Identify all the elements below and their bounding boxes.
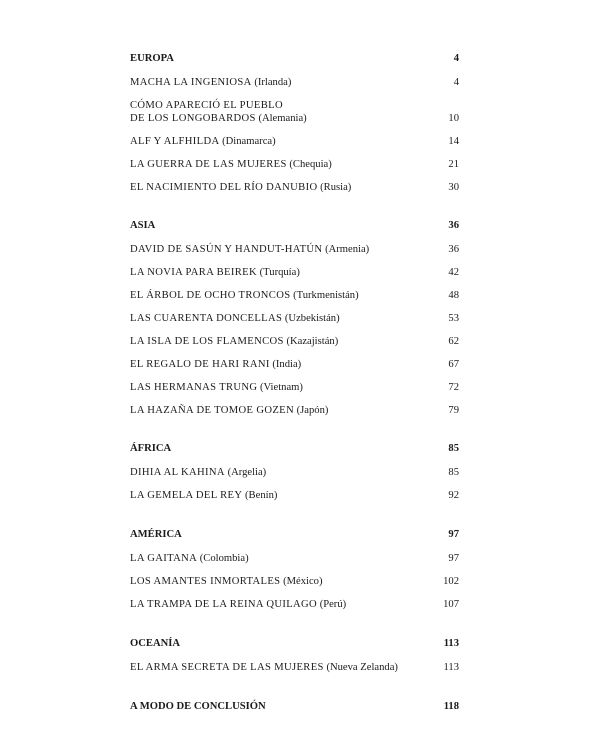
section-heading-europa — [130, 52, 460, 76]
section-title: OCEANÍA — [130, 638, 181, 649]
entry-country: (Colombia) — [199, 553, 249, 564]
toc-entry — [130, 466, 460, 489]
entry-country: (Irlanda) — [254, 77, 292, 88]
entry-country: (Uzbekistán) — [284, 313, 340, 324]
toc-entry — [130, 489, 460, 512]
entry-page-number: 67 — [448, 359, 459, 370]
section-spacer — [130, 512, 460, 528]
entry-country: (Japón) — [296, 405, 329, 416]
section-title: ASIA — [130, 220, 156, 231]
section-title: EUROPA — [130, 53, 174, 64]
section-spacer — [130, 684, 460, 700]
entry-title: LA GEMELA DEL REY — [130, 490, 243, 501]
toc-entry — [130, 76, 460, 99]
toc-entry — [130, 575, 460, 598]
toc-entry — [130, 335, 460, 358]
toc-entry — [130, 158, 460, 181]
section-heading-asia — [130, 219, 460, 243]
table-of-contents — [130, 52, 460, 724]
entry-title: DE LOS LONGOBARDOS — [130, 113, 256, 124]
entry-page-number: 107 — [443, 599, 459, 610]
entry-country: (Nueva Zelanda) — [326, 662, 398, 673]
entry-title: ALF Y ALFHILDA — [130, 136, 220, 147]
entry-country: (Alemania) — [258, 113, 307, 124]
section-title: A MODO DE CONCLUSIÓN — [130, 701, 266, 712]
entry-country: (Turkmenistán) — [293, 290, 359, 301]
entry-page-number: 48 — [448, 290, 459, 301]
entry-page-number: 72 — [448, 382, 459, 393]
entry-title: MACHA LA INGENIOSA — [130, 77, 252, 88]
entry-page-number: 102 — [443, 576, 459, 587]
section-heading-conclusion — [130, 700, 460, 724]
toc-entry — [130, 135, 460, 158]
entry-country: (Argelia) — [227, 467, 267, 478]
entry-title: EL ÁRBOL DE OCHO TRONCOS — [130, 290, 291, 301]
entry-page-number: 4 — [453, 77, 459, 88]
entry-page-number: 10 — [448, 113, 459, 124]
entry-title: EL ARMA SECRETA DE LAS MUJERES — [130, 662, 324, 673]
toc-entry — [130, 99, 460, 135]
section-title: ÁFRICA — [130, 443, 172, 454]
entry-country: (Benín) — [245, 490, 278, 501]
toc-entry — [130, 181, 460, 204]
toc-entry — [130, 552, 460, 575]
toc-entry — [130, 404, 460, 427]
entry-page-number: 14 — [448, 136, 459, 147]
entry-country: (Kazajistán) — [286, 336, 339, 347]
entry-country: (Dinamarca) — [222, 136, 276, 147]
entry-page-number: 42 — [448, 267, 459, 278]
entry-title: LA ISLA DE LOS FLAMENCOS — [130, 336, 284, 347]
entry-title: DAVID DE SASÚN Y HANDUT-HATÚN — [130, 244, 323, 255]
entry-page-number: 30 — [448, 182, 459, 193]
entry-page-number: 97 — [448, 553, 459, 564]
entry-title: LAS HERMANAS TRUNG — [130, 382, 258, 393]
section-heading-oceania — [130, 637, 460, 661]
toc-entry — [130, 312, 460, 335]
entry-page-number: 21 — [448, 159, 459, 170]
entry-page-number: 53 — [448, 313, 459, 324]
entry-country: (México) — [283, 576, 323, 587]
toc-entry — [130, 266, 460, 289]
entry-title-line1: CÓMO APARECIÓ EL PUEBLO — [130, 100, 283, 111]
toc-entry — [130, 661, 460, 684]
entry-country: (Turquía) — [259, 267, 300, 278]
entry-page-number: 113 — [443, 662, 459, 673]
section-title: AMÉRICA — [130, 529, 182, 540]
toc-entry — [130, 358, 460, 381]
entry-country: (Chequia) — [289, 159, 332, 170]
toc-entry — [130, 598, 460, 621]
toc-entry — [130, 243, 460, 266]
section-spacer — [130, 204, 460, 219]
entry-title: LA NOVIA PARA BEIREK — [130, 267, 257, 278]
section-page-number: 36 — [448, 220, 459, 231]
toc-entry — [130, 381, 460, 404]
entry-title: LA HAZAÑA DE TOMOE GOZEN — [130, 405, 294, 416]
section-page-number: 118 — [443, 701, 459, 712]
entry-page-number: 36 — [448, 244, 459, 255]
entry-country: (Rusia) — [320, 182, 352, 193]
toc-entry — [130, 289, 460, 312]
section-page-number: 4 — [453, 53, 459, 64]
entry-title: LA GAITANA — [130, 553, 198, 564]
section-heading-africa — [130, 442, 460, 466]
section-page-number: 85 — [448, 443, 459, 454]
entry-page-number: 92 — [448, 490, 459, 501]
entry-title: LOS AMANTES INMORTALES — [130, 576, 281, 587]
entry-country: (Vietnam) — [260, 382, 303, 393]
section-heading-america — [130, 528, 460, 552]
entry-country: (Armenia) — [325, 244, 370, 255]
entry-title: EL REGALO DE HARI RANI — [130, 359, 270, 370]
entry-title: LA GUERRA DE LAS MUJERES — [130, 159, 287, 170]
entry-country: (India) — [272, 359, 302, 370]
entry-page-number: 79 — [448, 405, 459, 416]
entry-title: EL NACIMIENTO DEL RÍO DANUBIO — [130, 182, 318, 193]
section-page-number: 97 — [448, 529, 459, 540]
section-page-number: 113 — [443, 638, 459, 649]
entry-title: DIHIA AL KAHINA — [130, 467, 225, 478]
section-spacer — [130, 427, 460, 442]
entry-title: LAS CUARENTA DONCELLAS — [130, 313, 283, 324]
entry-page-number: 85 — [448, 467, 459, 478]
entry-page-number: 62 — [448, 336, 459, 347]
entry-title: LA TRAMPA DE LA REINA QUILAGO — [130, 599, 318, 610]
section-spacer — [130, 621, 460, 637]
entry-country: (Perú) — [319, 599, 347, 610]
